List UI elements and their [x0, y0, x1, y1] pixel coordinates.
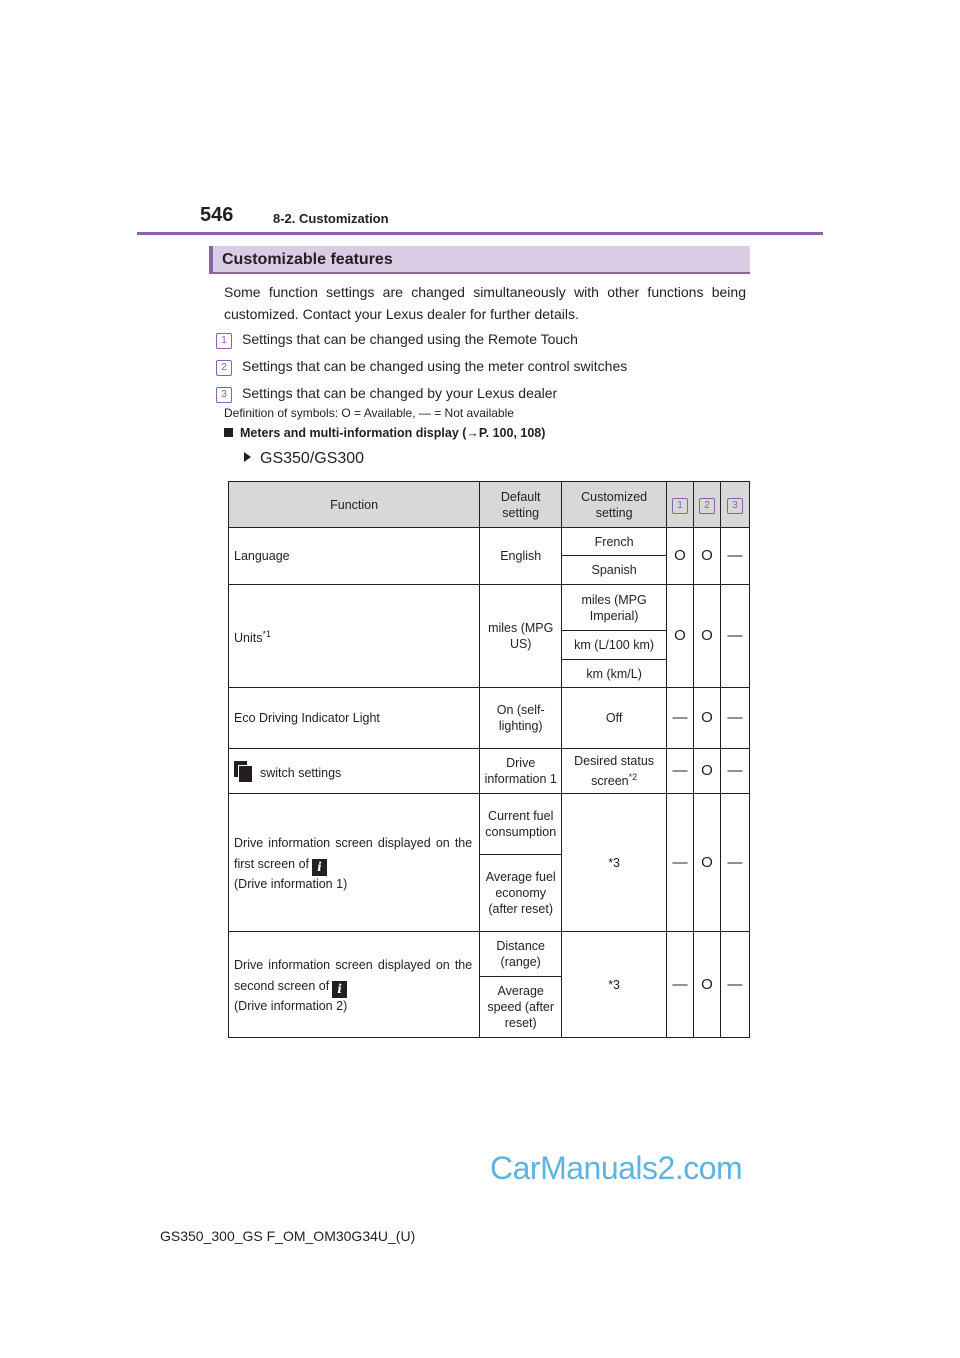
model-label — [244, 450, 364, 468]
intro-paragraph: Some function settings are changed simultaneously with other functions being customized. Contact your Lexus dealer for further details. — [224, 284, 746, 322]
cell-c2: O — [694, 528, 721, 585]
number-badge: 3 — [216, 387, 232, 403]
subheading — [224, 426, 545, 440]
cell-c2: O — [694, 932, 721, 1038]
display-switch-icon — [234, 761, 252, 781]
cell-default: Distance (range) — [480, 932, 562, 977]
info-icon: i — [332, 981, 347, 998]
cell-c2: O — [694, 688, 721, 749]
cell-c3: — — [720, 528, 749, 585]
table-row — [229, 932, 750, 977]
list-item — [216, 385, 557, 403]
function-text: switch settings — [260, 766, 342, 780]
cell-c1: — — [667, 794, 694, 932]
info-icon: i — [312, 859, 327, 876]
cell-custom: Spanish — [562, 556, 667, 585]
col-header-default: Default setting — [480, 482, 562, 528]
table-row — [229, 528, 750, 556]
cell-custom: French — [562, 528, 667, 556]
square-bullet-icon — [224, 428, 233, 437]
cell-custom: *3 — [562, 932, 667, 1038]
cell-custom — [562, 749, 667, 794]
cell-c3: — — [720, 749, 749, 794]
cell-default: English — [480, 528, 562, 585]
triangle-bullet-icon — [244, 452, 251, 462]
cell-c1: — — [667, 688, 694, 749]
section-title: 8-2. Customization — [273, 211, 389, 226]
col-header-function: Function — [229, 482, 480, 528]
function-subtext: (Drive information 2) — [234, 999, 348, 1013]
number-badge: 3 — [727, 498, 743, 514]
footnote-ref: *1 — [262, 628, 271, 639]
col-header-custom: Customized setting — [562, 482, 667, 528]
cell-c1: — — [667, 932, 694, 1038]
cell-custom: miles (MPG Imperial) — [562, 585, 667, 631]
function-subtext: (Drive information 1) — [234, 877, 348, 891]
col-header-1 — [667, 482, 694, 528]
cell-default: Average speed (after reset) — [480, 977, 562, 1038]
table-header-row — [229, 482, 750, 528]
list-item-text: Settings that can be changed using the meter control switches — [242, 358, 628, 374]
col-header-2 — [694, 482, 721, 528]
number-badge: 2 — [216, 360, 232, 376]
customization-table — [228, 481, 750, 1038]
header-divider — [137, 232, 823, 235]
list-item — [216, 358, 627, 376]
cell-c2: O — [694, 585, 721, 688]
number-badge: 1 — [216, 333, 232, 349]
col-header-3 — [720, 482, 749, 528]
cell-default: Drive information 1 — [480, 749, 562, 794]
function-text: Drive information screen displayed on the second screen of — [234, 958, 473, 993]
cell-c1: — — [667, 749, 694, 794]
footnote-ref: *2 — [628, 771, 638, 782]
cell-c2: O — [694, 794, 721, 932]
custom-text: Desired status screen — [574, 753, 655, 789]
number-badge: 1 — [672, 498, 688, 514]
list-item-text: Settings that can be changed using the Remote Touch — [242, 331, 578, 347]
cell-c3: — — [720, 794, 749, 932]
cell-custom: Off — [562, 688, 667, 749]
model-text: GS350/GS300 — [260, 450, 365, 467]
symbol-definitions: Definition of symbols: O = Available, — = Not available — [224, 406, 514, 420]
cell-custom: km (km/L) — [562, 660, 667, 688]
footer-code: GS350_300_GS F_OM_OM30G34U_(U) — [160, 1228, 416, 1244]
cell-c3: — — [720, 585, 749, 688]
table-row — [229, 794, 750, 855]
list-item-text: Settings that can be changed by your Lexus dealer — [242, 385, 558, 401]
function-text: Drive information screen displayed on the first screen of — [234, 836, 473, 871]
page-number: 546 — [200, 204, 234, 226]
cell-function — [229, 749, 480, 794]
cell-function — [229, 794, 480, 932]
number-badge: 2 — [699, 498, 715, 514]
cell-c1: O — [667, 585, 694, 688]
cell-default: Average fuel economy (after reset) — [480, 855, 562, 932]
cell-c3: — — [720, 932, 749, 1038]
cell-c1: O — [667, 528, 694, 585]
list-item — [216, 331, 578, 349]
table-row — [229, 749, 750, 794]
cell-function — [229, 585, 480, 688]
table-row — [229, 688, 750, 749]
cell-function: Eco Driving Indicator Light — [229, 688, 480, 749]
cell-custom: *3 — [562, 794, 667, 932]
cell-function — [229, 932, 480, 1038]
cell-c2: O — [694, 749, 721, 794]
watermark: CarManuals2.com — [490, 1150, 743, 1186]
section-heading: Customizable features — [222, 251, 393, 268]
cell-function: Language — [229, 528, 480, 585]
function-text: Units — [234, 631, 263, 646]
cell-c3: — — [720, 688, 749, 749]
subheading-text: Meters and multi-information display (→P. 100, 108) — [240, 426, 546, 440]
table-row — [229, 585, 750, 631]
cell-custom: km (L/100 km) — [562, 631, 667, 660]
cell-default: On (self-lighting) — [480, 688, 562, 749]
cell-default: miles (MPG US) — [480, 585, 562, 688]
cell-default: Current fuel consumption — [480, 794, 562, 855]
